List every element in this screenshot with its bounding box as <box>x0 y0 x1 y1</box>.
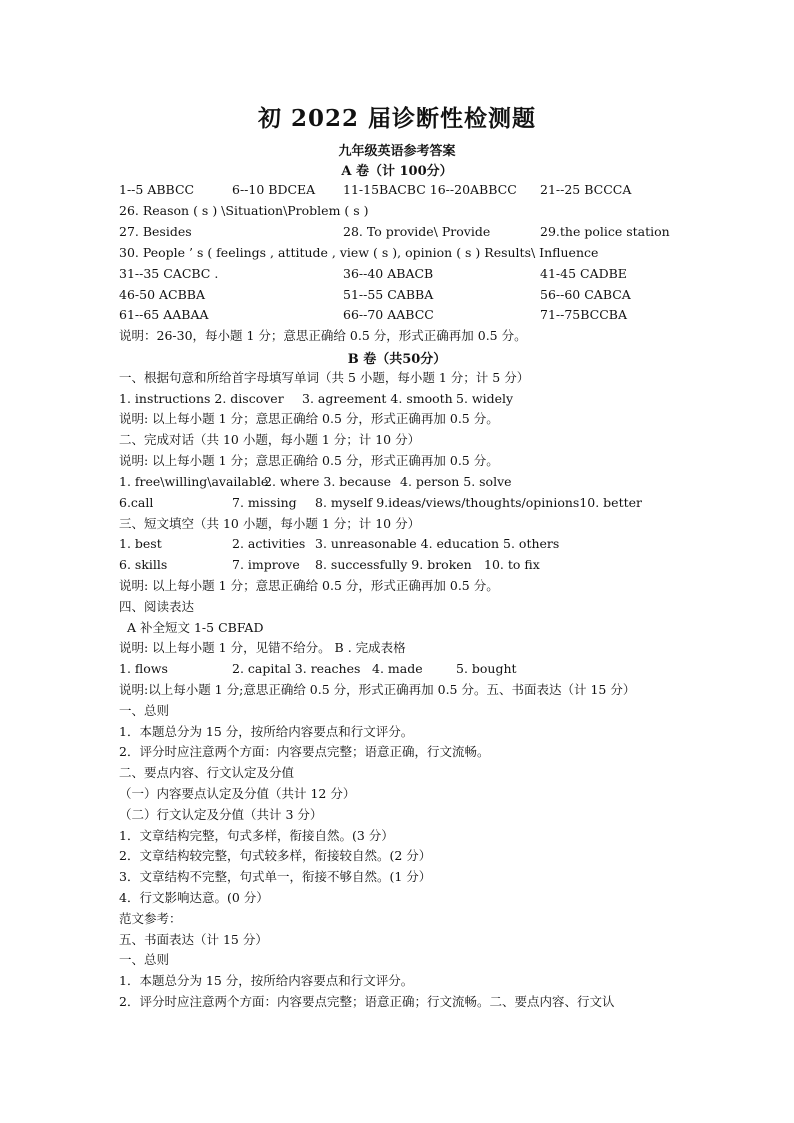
writing-line: 2．文章结构较完整，句式较多样，衔接较自然。(2 分） <box>119 848 432 863</box>
answer-group: 27. Besides <box>119 224 192 239</box>
writing-line: 1．本题总分为 15 分，按所给内容要点和行文评分。 <box>119 973 414 988</box>
writing-line: 范文参考： <box>119 911 182 926</box>
writing-line: 1．文章结构完整，句式多样，衔接自然。(3 分） <box>119 828 394 843</box>
answer-group: 4. made <box>372 661 423 676</box>
answer-group: 51--55 CABBA <box>343 287 434 302</box>
answer-group: 3. agreement 4. smooth <box>302 391 453 406</box>
answer-group: 5. widely <box>456 391 514 406</box>
answer-group: 5. bought <box>456 661 517 676</box>
writing-line: （二）行文认定及分值（共计 3 分） <box>119 807 323 822</box>
answer-group: 7. improve <box>232 557 300 572</box>
note-b2: 说明: 以上每小题 1 分；意思正确给 0.5 分，形式正确再加 0.5 分。 <box>119 453 499 468</box>
answer-group: 71--75BCCBA <box>540 307 628 322</box>
page-title: 初 2022 届诊断性检测题 <box>257 105 537 132</box>
answer-group: 29.the police station <box>540 224 670 239</box>
b3-heading: 三、短文填空（共 10 小题，每小题 1 分；计 10 分） <box>119 516 421 531</box>
answer-group: 2. capital 3. reaches <box>232 661 361 676</box>
answer-group: 41-45 CADBE <box>540 266 627 281</box>
answer-group: 3. unreasonable 4. education 5. others <box>315 536 560 551</box>
writing-line: 一、总则 <box>119 703 170 718</box>
answer-group: 7. missing <box>232 495 297 510</box>
writing-line: 二、要点内容、行文认定及分值 <box>119 765 295 780</box>
writing-line: 3．文章结构不完整，句式单一，衔接不够自然。(1 分） <box>119 869 432 884</box>
answer-group: 10. to fix <box>484 557 540 572</box>
writing-line: 4．行文影响达意。(0 分） <box>119 890 269 905</box>
answer-group: 1. flows <box>119 661 168 676</box>
writing-line: 五、书面表达（计 15 分） <box>119 932 268 947</box>
answer-group: 8. myself 9.ideas/views/thoughts/opinions10. better <box>315 495 642 510</box>
note-b3: 说明: 以上每小题 1 分；意思正确给 0.5 分，形式正确再加 0.5 分。 <box>119 578 499 593</box>
writing-line: 2．评分时应注意两个方面：内容要点完整；语意正确；行文流畅。二、要点内容、行文认 <box>119 994 615 1009</box>
writing-line: 一、总则 <box>119 952 170 967</box>
answer-group: 4. person 5. solve <box>400 474 512 489</box>
answer-group: 56--60 CABCA <box>540 287 631 302</box>
answer-group: 1--5 ABBCC <box>119 182 195 197</box>
answer-group: 6. skills <box>119 557 168 572</box>
answer-group: 31--35 CACBC . <box>119 266 219 281</box>
note-a: 说明：26-30，每小题 1 分；意思正确给 0.5 分，形式正确再加 0.5 分。 <box>119 328 527 343</box>
answer-group: 6.call <box>119 495 154 510</box>
section-a-heading: A 卷（计 100分） <box>341 164 453 179</box>
b1-heading: 一、根据句意和所给首字母填写单词（共 5 小题，每小题 1 分；计 5 分） <box>119 370 530 385</box>
answer-line-30: 30. People ’ s ( feelings , attitude , view ( s ), opinion ( s ) Results\ Influence <box>119 245 599 260</box>
answer-group: 6--10 BDCEA <box>232 182 316 197</box>
answer-line-26: 26. Reason ( s ) \Situation\Problem ( s ) <box>119 203 369 218</box>
section-b-heading: B 卷（共50分） <box>347 352 447 367</box>
answer-group: 46-50 ACBBA <box>119 287 205 302</box>
writing-line: （一）内容要点认定及分值（共计 12 分） <box>119 786 356 801</box>
answer-group: 2. activities <box>232 536 306 551</box>
writing-line: 2．评分时应注意两个方面：内容要点完整；语意正确，行文流畅。 <box>119 744 490 759</box>
page-subtitle: 九年级英语参考答案 <box>338 144 456 159</box>
answer-group: 1. best <box>119 536 162 551</box>
b2-heading: 二、完成对话（共 10 小题，每小题 1 分；计 10 分） <box>119 432 421 447</box>
answer-group: 61--65 AABAA <box>119 307 209 322</box>
writing-line: 1．本题总分为 15 分，按所给内容要点和行文评分。 <box>119 724 414 739</box>
answer-group: 36--40 ABACB <box>343 266 434 281</box>
answer-group: 11-15BACBC 16--20ABBCC <box>343 182 517 197</box>
b4-a: A 补全短文 1-5 CBFAD <box>127 620 264 635</box>
answer-group: 1. free\willing\available <box>119 474 269 489</box>
b4-heading: 四、阅读表达 <box>119 599 195 614</box>
answer-group: 66--70 AABCC <box>343 307 434 322</box>
b4-note2: 说明:以上每小题 1 分;意思正确给 0.5 分，形式正确再加 0.5 分。五、书面表达（计 15 分） <box>119 682 636 697</box>
b4-note: 说明: 以上每小题 1 分，见错不给分。 B . 完成表格 <box>119 640 406 655</box>
answer-group: 21--25 BCCCA <box>540 182 632 197</box>
answer-group: 2. where 3. because <box>264 474 392 489</box>
answer-group: 8. successfully 9. broken <box>315 557 472 572</box>
note-b1: 说明: 以上每小题 1 分；意思正确给 0.5 分，形式正确再加 0.5 分。 <box>119 411 499 426</box>
answer-group: 1. instructions 2. discover <box>119 391 284 406</box>
answer-group: 28. To provide\ Provide <box>343 224 491 239</box>
